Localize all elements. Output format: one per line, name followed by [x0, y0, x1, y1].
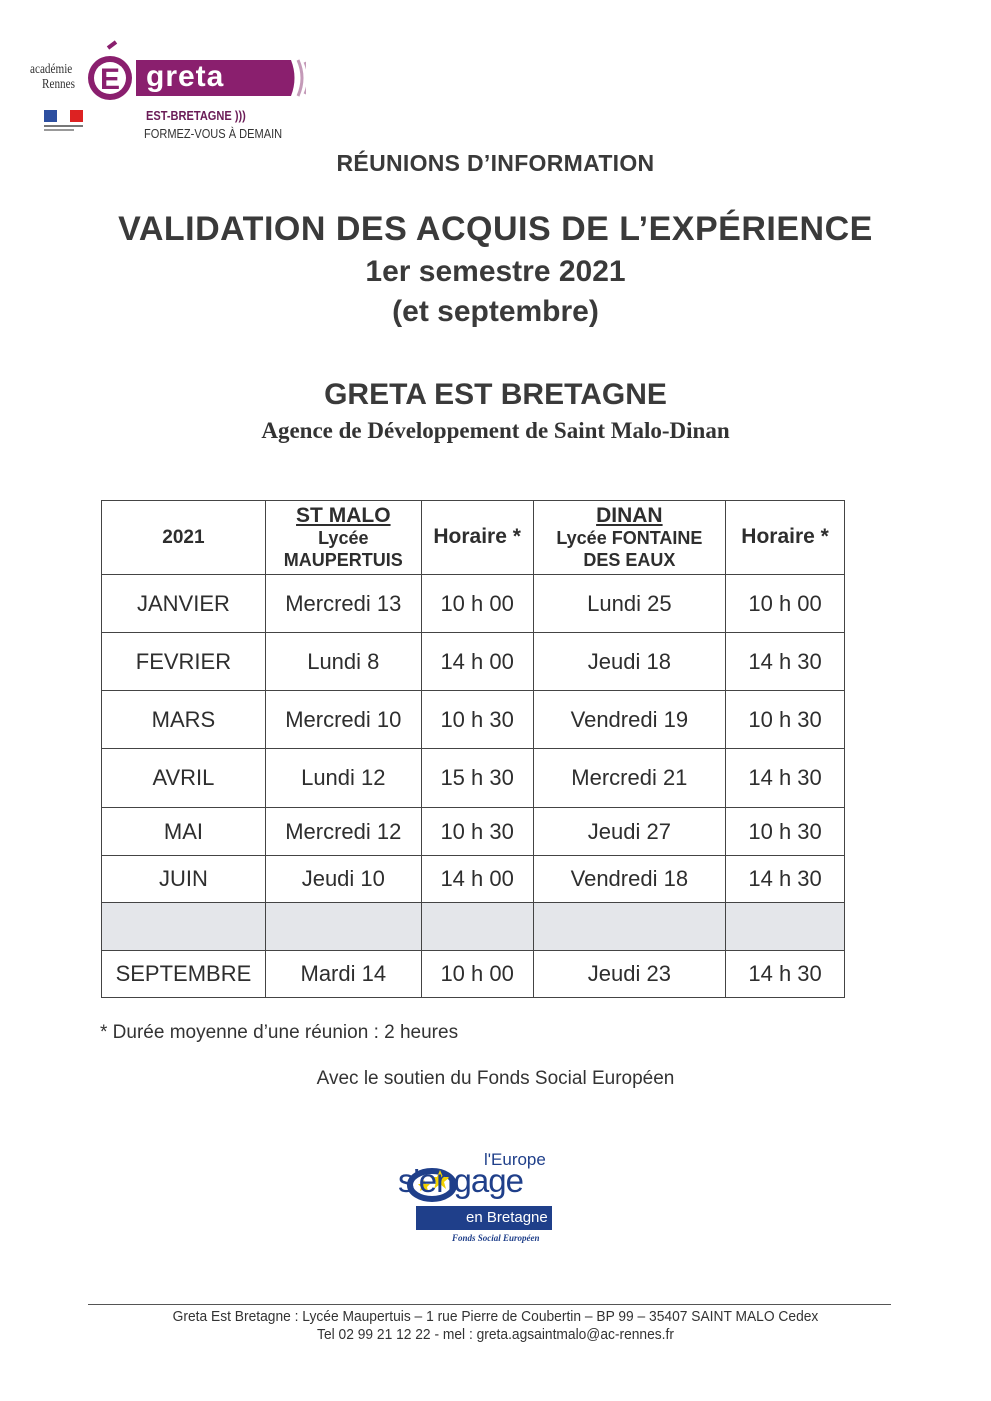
rennes-label: Rennes — [42, 77, 75, 92]
empty-cell — [726, 903, 845, 951]
horaire2-cell: 14 h 30 — [726, 951, 845, 998]
horaire2-header — [726, 501, 845, 575]
dinan-cell: Jeudi 23 — [533, 951, 726, 998]
stmalo-header — [265, 501, 421, 575]
stmalo-cell: Lundi 12 — [265, 749, 421, 808]
month-cell: JUIN — [102, 856, 266, 903]
semester-heading: 1er semestre 2021 — [365, 255, 626, 288]
stmalo-cell: Mardi 14 — [265, 951, 421, 998]
horaire1-cell: 10 h 30 — [421, 808, 533, 856]
table-row — [102, 808, 845, 856]
dinan-sub1: Lycée FONTAINE — [556, 527, 703, 548]
table-row — [102, 951, 845, 998]
empty-cell — [265, 903, 421, 951]
month-cell: MARS — [102, 691, 266, 749]
horaire1-cell: 15 h 30 — [421, 749, 533, 808]
month-cell: AVRIL — [102, 749, 266, 808]
empty-cell — [102, 903, 266, 951]
empty-cell — [421, 903, 533, 951]
stmalo-cell: Mercredi 13 — [265, 575, 421, 633]
stmalo-sub1: Lycée — [318, 527, 369, 548]
support-statement: Avec le soutien du Fonds Social Européen — [316, 1068, 675, 1089]
greta-logo — [28, 40, 308, 145]
month-cell: MAI — [102, 808, 266, 856]
september-heading: (et septembre) — [392, 295, 599, 328]
horaire2-cell: 14 h 30 — [726, 856, 845, 903]
greta-wordmark: greta — [146, 60, 225, 93]
stmalo-cell: Mercredi 12 — [265, 808, 421, 856]
dinan-sub2: DES EAUX — [583, 549, 676, 570]
stmalo-cell: Mercredi 10 — [265, 691, 421, 749]
est-bretagne-label: EST-BRETAGNE ))) — [146, 108, 246, 123]
horaire1-cell: 10 h 00 — [421, 575, 533, 633]
year-header — [102, 501, 266, 575]
table-row — [102, 633, 845, 691]
year-label: 2021 — [162, 526, 205, 548]
organization-heading: GRETA EST BRETAGNE — [324, 378, 667, 411]
horaire2-cell: 14 h 30 — [726, 749, 845, 808]
horaire1-cell: 10 h 00 — [421, 951, 533, 998]
empty-cell — [533, 903, 726, 951]
schedule-table — [101, 500, 845, 998]
agency-heading: Agence de Développement de Saint Malo-Dinan — [261, 418, 730, 443]
empty-separator-row — [102, 903, 845, 951]
dinan-header — [533, 501, 726, 575]
europe-line3: en Bretagne — [466, 1209, 548, 1226]
month-cell: SEPTEMBRE — [102, 951, 266, 998]
dinan-cell: Vendredi 19 — [533, 691, 726, 749]
stmalo-cell: Jeudi 10 — [265, 856, 421, 903]
kicker-heading: RÉUNIONS D’INFORMATION — [336, 150, 655, 176]
horaire2-label: Horaire * — [741, 525, 829, 548]
europe-line2: s'engage — [398, 1162, 523, 1199]
horaire2-cell: 14 h 30 — [726, 633, 845, 691]
horaire1-label: Horaire * — [433, 525, 521, 548]
duration-note: * Durée moyenne d’une réunion : 2 heures — [100, 1022, 459, 1043]
footer-contact: Tel 02 99 21 12 22 - mel : greta.agsaintmalo@ac-rennes.fr — [317, 1326, 674, 1343]
stmalo-sub2: MAUPERTUIS — [283, 549, 403, 570]
horaire2-cell: 10 h 30 — [726, 808, 845, 856]
month-cell: JANVIER — [102, 575, 266, 633]
dinan-cell: Jeudi 27 — [533, 808, 726, 856]
table-row — [102, 749, 845, 808]
horaire1-cell: 14 h 00 — [421, 633, 533, 691]
footer-divider — [88, 1304, 891, 1305]
dinan-cell: Jeudi 18 — [533, 633, 726, 691]
horaire2-cell: 10 h 30 — [726, 691, 845, 749]
table-row — [102, 575, 845, 633]
page-title: VALIDATION DES ACQUIS DE L’EXPÉRIENCE — [118, 210, 873, 248]
dinan-cell: Mercredi 21 — [533, 749, 726, 808]
europe-line1: l'Europe — [484, 1150, 546, 1169]
europe-engage-logo — [398, 1148, 558, 1248]
table-row — [102, 691, 845, 749]
stmalo-title: ST MALO — [296, 503, 391, 527]
europe-line4: Fonds Social Européen — [452, 1233, 540, 1243]
footer-address: Greta Est Bretagne : Lycée Maupertuis – 1 rue Pierre de Coubertin – BP 99 – 35407 SAINT MALO Cedex — [172, 1308, 819, 1325]
horaire1-header — [421, 501, 533, 575]
month-cell: FEVRIER — [102, 633, 266, 691]
table-row — [102, 856, 845, 903]
dinan-cell: Lundi 25 — [533, 575, 726, 633]
dinan-title: DINAN — [596, 503, 663, 527]
horaire1-cell: 10 h 30 — [421, 691, 533, 749]
table-header-row — [102, 501, 845, 575]
horaire1-cell: 14 h 00 — [421, 856, 533, 903]
horaire2-cell: 10 h 00 — [726, 575, 845, 633]
dinan-cell: Vendredi 18 — [533, 856, 726, 903]
svg-text:E: E — [100, 63, 121, 96]
academie-label: académie — [30, 62, 73, 77]
tagline: FORMEZ-VOUS À DEMAIN — [144, 126, 283, 141]
stmalo-cell: Lundi 8 — [265, 633, 421, 691]
republique-flag-icon — [44, 110, 84, 134]
